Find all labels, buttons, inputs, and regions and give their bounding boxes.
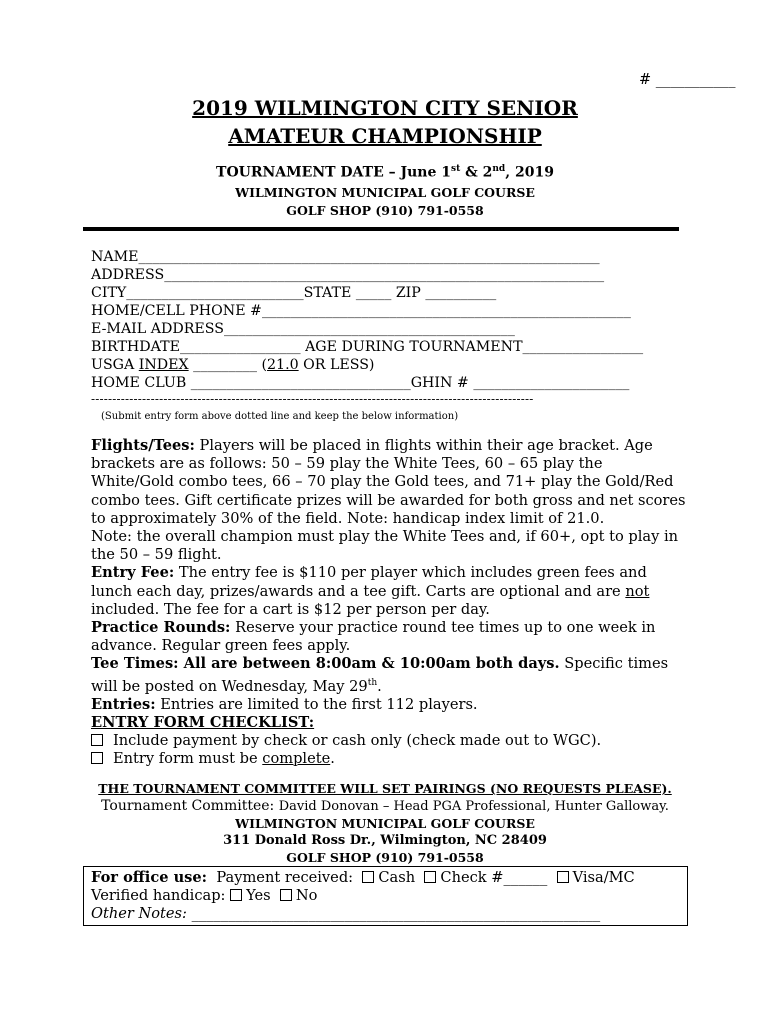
city-state-zip-field[interactable]: CITY_________________________STATE _____ ZIP __________ <box>91 285 497 301</box>
no-checkbox-icon[interactable] <box>280 889 292 901</box>
address-field[interactable]: ADDRESS______________________________________________________________ <box>91 267 605 283</box>
golf-shop-phone: GOLF SHOP (910) 791-0558 <box>286 203 484 218</box>
pairings-note: THE TOURNAMENT COMMITTEE WILL SET PAIRINGS (NO REQUESTS PLEASE). <box>98 781 672 796</box>
footer-address: 311 Donald Ross Dr., Wilmington, NC 28409 <box>223 833 547 848</box>
page-title-line2: AMATEUR CHAMPIONSHIP <box>228 124 542 148</box>
checkbox-icon[interactable] <box>91 734 103 746</box>
cash-checkbox-icon[interactable] <box>362 871 374 883</box>
tournament-date: TOURNAMENT DATE – June 1st & 2nd, 2019 <box>216 164 554 181</box>
verified-handicap-row: Verified handicap: Yes No <box>91 887 318 904</box>
entries-paragraph: Entries: Entries are limited to the first 112 players. <box>91 695 478 713</box>
header-divider <box>83 227 679 231</box>
usga-index-field[interactable]: USGA INDEX _________ (21.0 OR LESS) <box>91 357 375 373</box>
page-title-line1: 2019 WILMINGTON CITY SENIOR <box>192 96 578 120</box>
phone-field[interactable]: HOME/CELL PHONE #____________________________________________________ <box>91 303 631 319</box>
note-paragraph: Note: the overall champion must play the White Tees and, if 60+, opt to play in the 50 – 59 flight. <box>91 528 679 564</box>
visa-checkbox-icon[interactable] <box>557 871 569 883</box>
entry-number-field: # ___________ <box>639 72 736 88</box>
yes-checkbox-icon[interactable] <box>230 889 242 901</box>
checklist-item-complete: Entry form must be complete. <box>91 750 686 768</box>
checklist-title: ENTRY FORM CHECKLIST: <box>91 713 315 731</box>
name-field[interactable]: NAME_________________________________________________________________ <box>91 249 600 265</box>
tee-times-paragraph: Tee Times: All are between 8:00am & 10:00am both days. Specific times will be posted on Wednesday, May 29th. <box>91 655 669 695</box>
checkbox-icon[interactable] <box>91 752 103 764</box>
info-section <box>91 437 686 769</box>
payment-received-row: For office use: Payment received: Cash Check #______ Visa/MC <box>91 869 635 886</box>
email-field[interactable]: E-MAIL ADDRESS_________________________________________ <box>91 321 515 337</box>
submit-note: (Submit entry form above dotted line and keep the below information) <box>101 411 459 422</box>
other-notes-row[interactable]: Other Notes: ________________________________________________________ <box>91 905 601 922</box>
practice-rounds-paragraph: Practice Rounds: Reserve your practice round tee times up to one week in advance. Regular green fees apply. <box>91 619 656 655</box>
committee-line: Tournament Committee: David Donovan – Head PGA Professional, Hunter Galloway. <box>101 798 669 814</box>
flights-paragraph: Flights/Tees: Players will be placed in flights within their age bracket. Age brackets are as follows: 50 – 59 play the White Tees, 60 – 65 play the White/Gold combo tees, 66 – 70 play the Gold tees, and 71+ play the Gold/Red combo tees. Gift certificate prizes will be awarded for both gross and net scores to approximately 30% of the field. Note: handicap index limit of 21.0. <box>91 437 686 527</box>
birthdate-age-field[interactable]: BIRTHDATE_________________ AGE DURING TOURNAMENT_________________ <box>91 339 644 355</box>
entry-fee-paragraph: Entry Fee: The entry fee is $110 per player which includes green fees and lunch each day, prizes/awards and a tee gift. Carts are optional and are not included. The fee for a cart is $12 per person per day. <box>91 564 650 618</box>
course-name: WILMINGTON MUNICIPAL GOLF COURSE <box>235 185 535 200</box>
check-checkbox-icon[interactable] <box>424 871 436 883</box>
checklist-item-payment: Include payment by check or cash only (check made out to WGC). <box>91 732 686 750</box>
home-club-ghin-field[interactable]: HOME CLUB _______________________________GHIN # ______________________ <box>91 375 630 391</box>
footer-course-name: WILMINGTON MUNICIPAL GOLF COURSE <box>235 816 535 831</box>
dotted-separator: -------------------------------------------------------------------------------------------------------- <box>91 392 534 406</box>
footer-golf-shop-phone: GOLF SHOP (910) 791-0558 <box>286 850 484 865</box>
